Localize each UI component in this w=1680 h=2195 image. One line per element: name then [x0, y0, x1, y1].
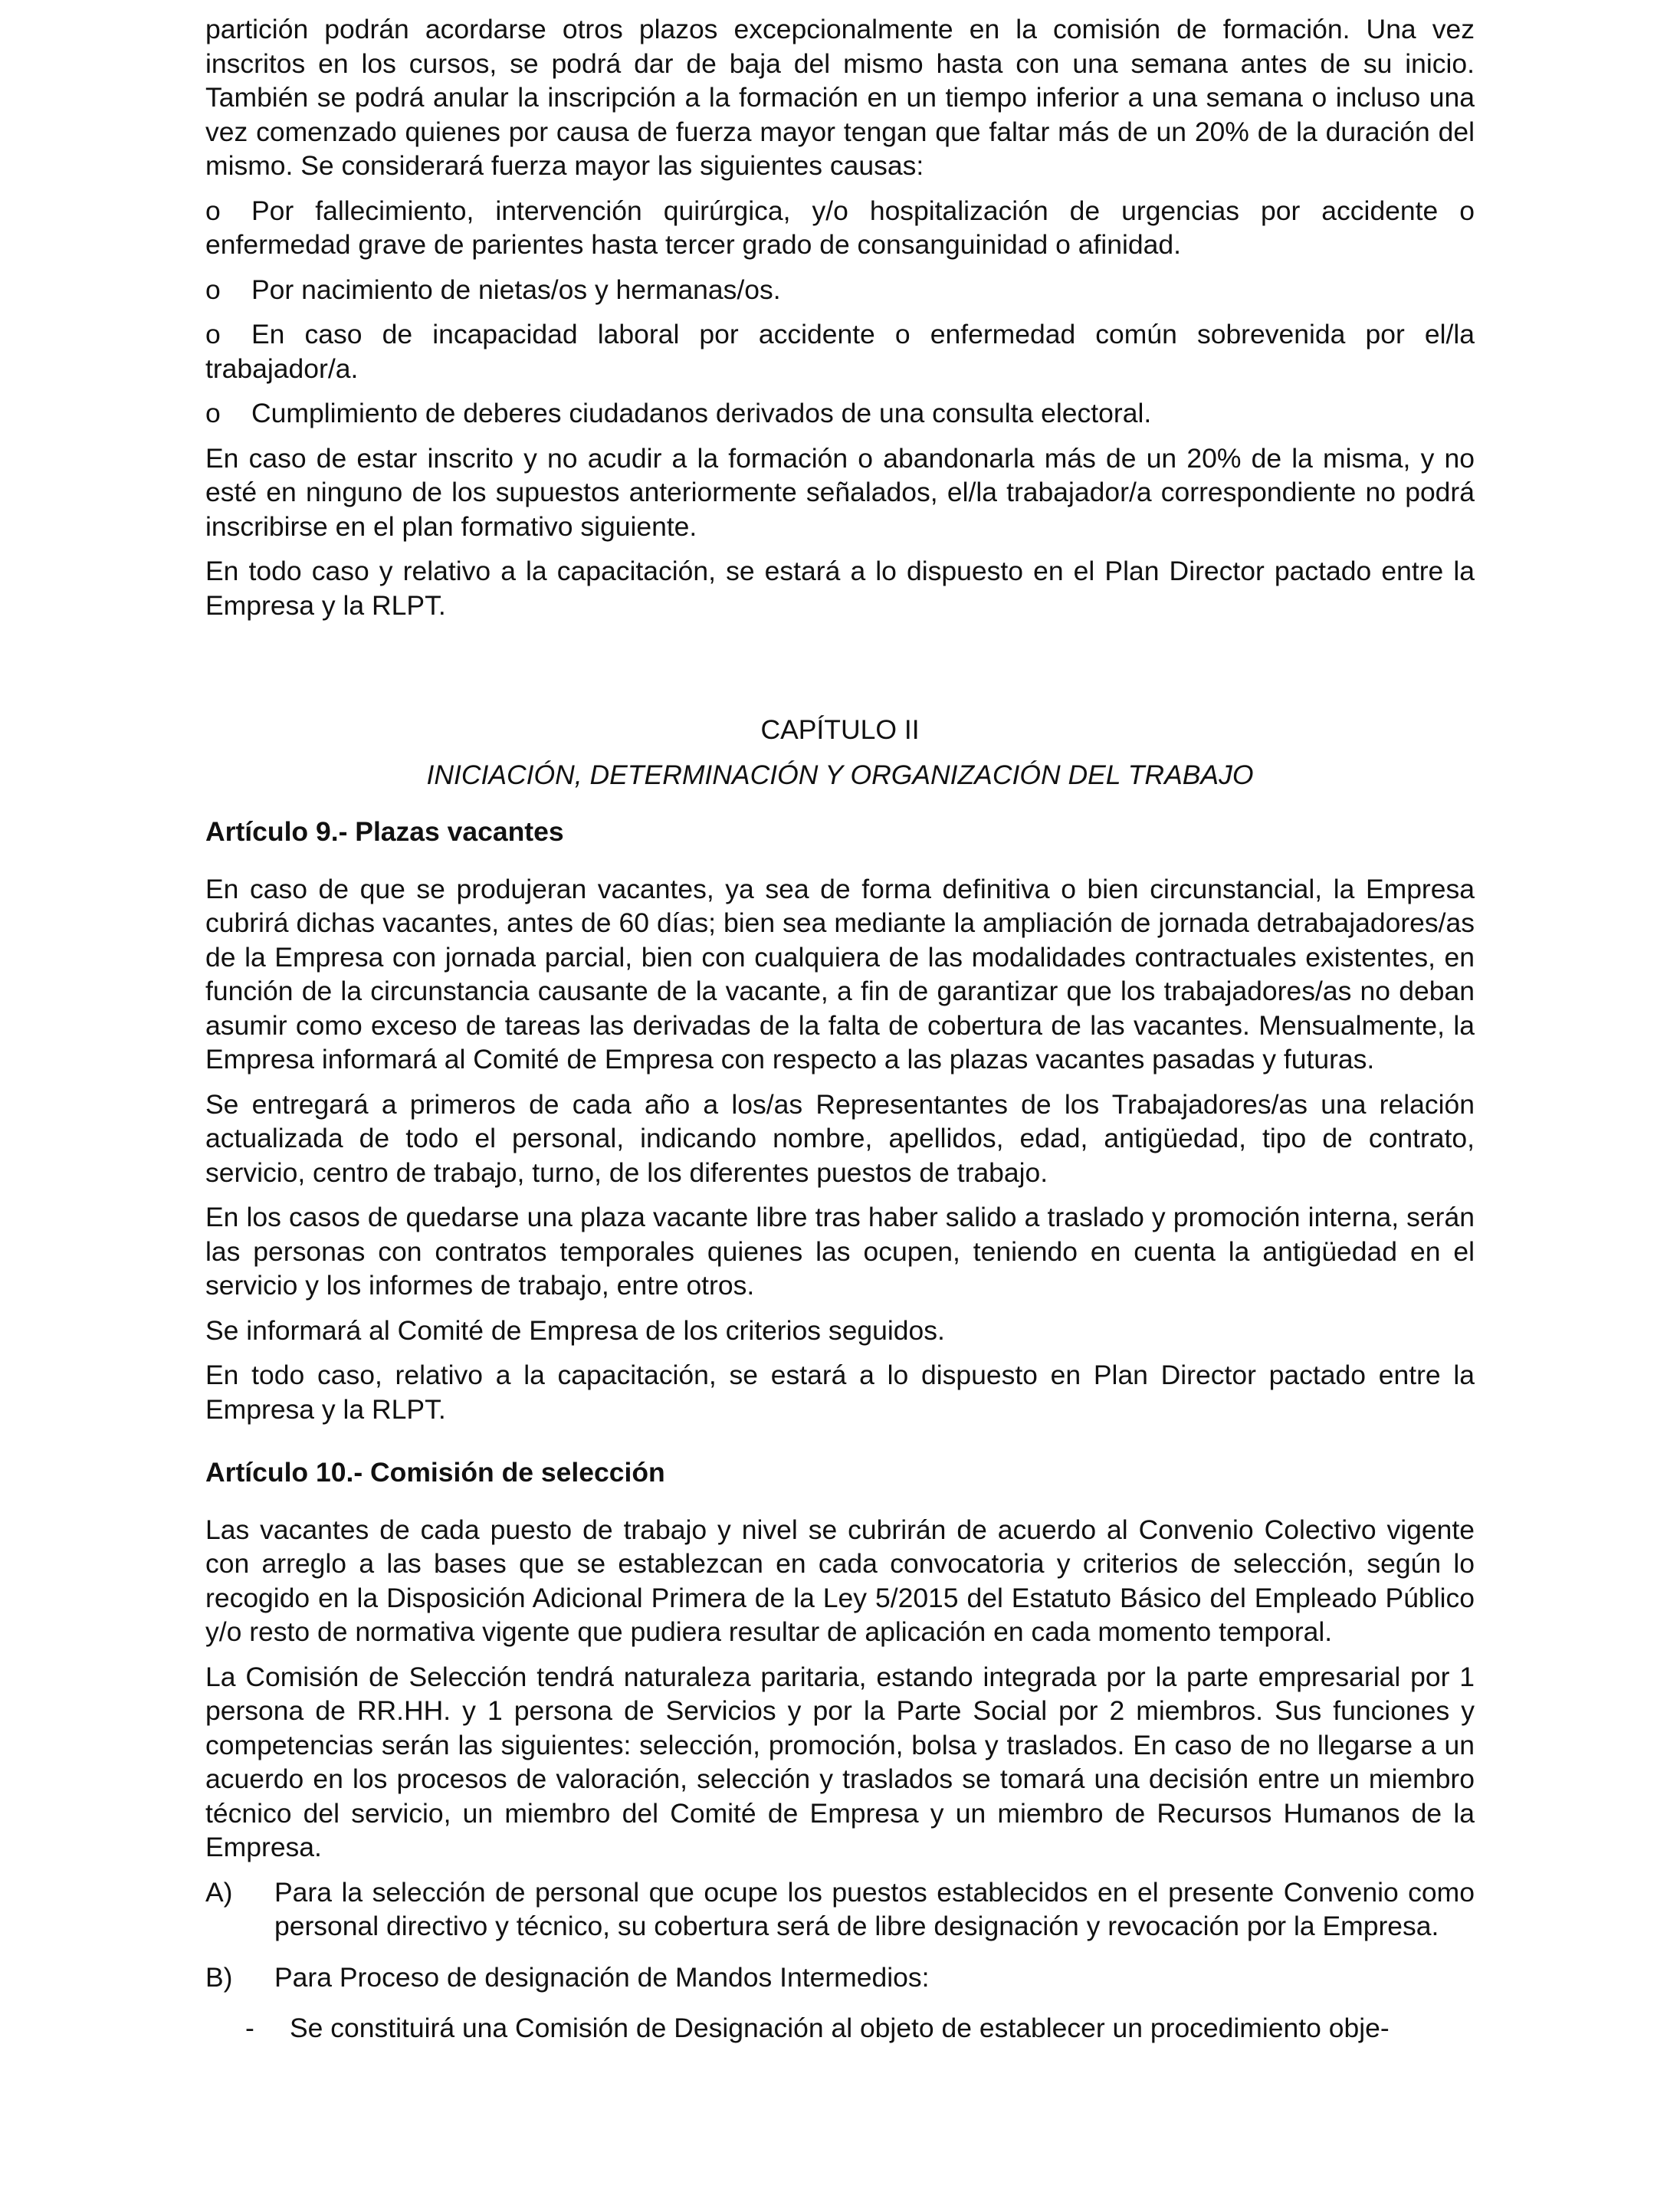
item-text: Para Proceso de designación de Mandos Intermedios: [274, 1961, 930, 1993]
bullet-item [205, 396, 1475, 431]
intro-after-paragraph: En todo caso y relativo a la capacitación, se estará a lo dispuesto en el Plan Director pactado entre la Empresa y la RLPT. [205, 556, 1475, 621]
lettered-item-a [205, 1875, 1475, 1944]
article-10-paragraph: Las vacantes de cada puesto de trabajo y nivel se cubrirán de acuerdo al Convenio Colectivo vigente con arreglo a las bases que se establezcan en cada convocatoria y criterios de selección, según lo recogido en la Disposición Adicional Primera de la Ley 5/2015 del Estatuto Básico del Empleado Público y/o resto de normativa vigente que pudiera resultar de aplicación en cada momento temporal. [205, 1514, 1475, 1647]
item-text: Para la selección de personal que ocupe los puestos establecidos en el presente Convenio como personal directivo y técnico, su cobertura será de libre designación y revocación por la Empresa. [274, 1876, 1475, 1941]
bullet-mark: o [205, 274, 221, 305]
dash-text: Se constituirá una Comisión de Designación al objeto de establecer un procedimiento obje- [290, 2013, 1390, 2043]
chapter-subtitle: INICIACIÓN, DETERMINACIÓN Y ORGANIZACIÓN DEL TRABAJO [426, 759, 1254, 790]
bullet-item [205, 194, 1475, 262]
intro-paragraph: partición podrán acordarse otros plazos excepcionalmente en la comisión de formación. Una vez inscritos en los cursos, se podrá dar de baja del mismo hasta con una semana antes de su inicio. También se podrá anular la inscripción a la formación en un tiempo inferior a una semana o incluso una vez comenzado quienes por causa de fuerza mayor tengan que faltar más de un 20% de la duración del mismo. Se considerará fuerza mayor las siguientes causas: [205, 14, 1475, 181]
article-10-title: Artículo 10.- Comisión de selección [205, 1457, 665, 1488]
bullet-item [205, 273, 1475, 307]
bullet-text: Por nacimiento de nietas/os y hermanas/os. [251, 274, 781, 305]
bullet-text: Cumplimiento de deberes ciudadanos derivados de una consulta electoral. [251, 398, 1152, 428]
article-9-paragraph: Se informará al Comité de Empresa de los criterios seguidos. [205, 1314, 945, 1346]
dash-item [245, 2011, 1475, 2046]
intro-after-paragraph: En caso de estar inscrito y no acudir a la formación o abandonarla más de un 20% de la misma, y no esté en ninguno de los supuestos anteriormente señalados, el/la trabajador/a correspondiente no podrá inscribirse en el plan formativo siguiente. [205, 442, 1475, 542]
item-letter: B) [205, 1961, 233, 1993]
article-9-paragraph: Se entregará a primeros de cada año a los/as Representantes de los Trabajadores/as una relación actualizada de todo el personal, indicando nombre, apellidos, edad, antigüedad, tipo de contrato, servicio, centro de trabajo, turno, de los diferentes puestos de trabajo. [205, 1088, 1475, 1188]
article-10-paragraph: La Comisión de Selección tendrá naturaleza paritaria, estando integrada por la parte empresarial por 1 persona de RR.HH. y 1 persona de Servicios y por la Parte Social por 2 miembros. Sus funciones y competencias serán las siguientes: selección, promoción, bolsa y traslados. En caso de no llegarse a un acuerdo en los procesos de valoración, selección y traslados se tomará una decisión entre un miembro técnico del servicio, un miembro del Comité de Empresa y un miembro de Recursos Humanos de la Empresa. [205, 1661, 1475, 1862]
bullet-mark: o [205, 319, 221, 349]
bullet-mark: o [205, 195, 221, 226]
bullet-text: Por fallecimiento, intervención quirúrgica, y/o hospitalización de urgencias por accidente o enfermedad grave de parientes hasta tercer grado de consanguinidad o afinidad. [205, 195, 1475, 260]
bullet-text: En caso de incapacidad laboral por accidente o enfermedad común sobrevenida por el/la trabajador/a. [205, 319, 1475, 384]
chapter-title: CAPÍTULO II [760, 714, 920, 745]
article-9-paragraph: En los casos de quedarse una plaza vacante libre tras haber salido a traslado y promoción interna, serán las personas con contratos temporales quienes las ocupen, teniendo en cuenta la antigüedad en el servicio y los informes de trabajo, entre otros. [205, 1202, 1475, 1301]
lettered-item-b [205, 1960, 1475, 1995]
bullet-item [205, 317, 1475, 386]
article-9-paragraph: En todo caso, relativo a la capacitación, se estará a lo dispuesto en Plan Director pactado entre la Empresa y la RLPT. [205, 1360, 1475, 1425]
article-9-title: Artículo 9.- Plazas vacantes [205, 816, 564, 847]
item-letter: A) [205, 1876, 233, 1908]
article-9-paragraph: En caso de que se produjeran vacantes, ya sea de forma definitiva o bien circunstancial, la Empresa cubrirá dichas vacantes, antes de 60 días; bien sea mediante la ampliación de jornada detrabajadores/as de la Empresa con jornada parcial, bien con cualquiera de las modalidades contractuales existentes, en función de la circunstancia causante de la vacante, a fin de garantizar que los trabajadores/as no deban asumir como exceso de tareas las derivadas de la falta de cobertura de las vacantes. Mensualmente, la Empresa informará al Comité de Empresa con respecto a las plazas vacantes pasadas y futuras. [205, 873, 1475, 1075]
bullet-mark: o [205, 398, 221, 428]
document-page [205, 12, 1475, 2046]
dash-mark: - [245, 2013, 254, 2043]
